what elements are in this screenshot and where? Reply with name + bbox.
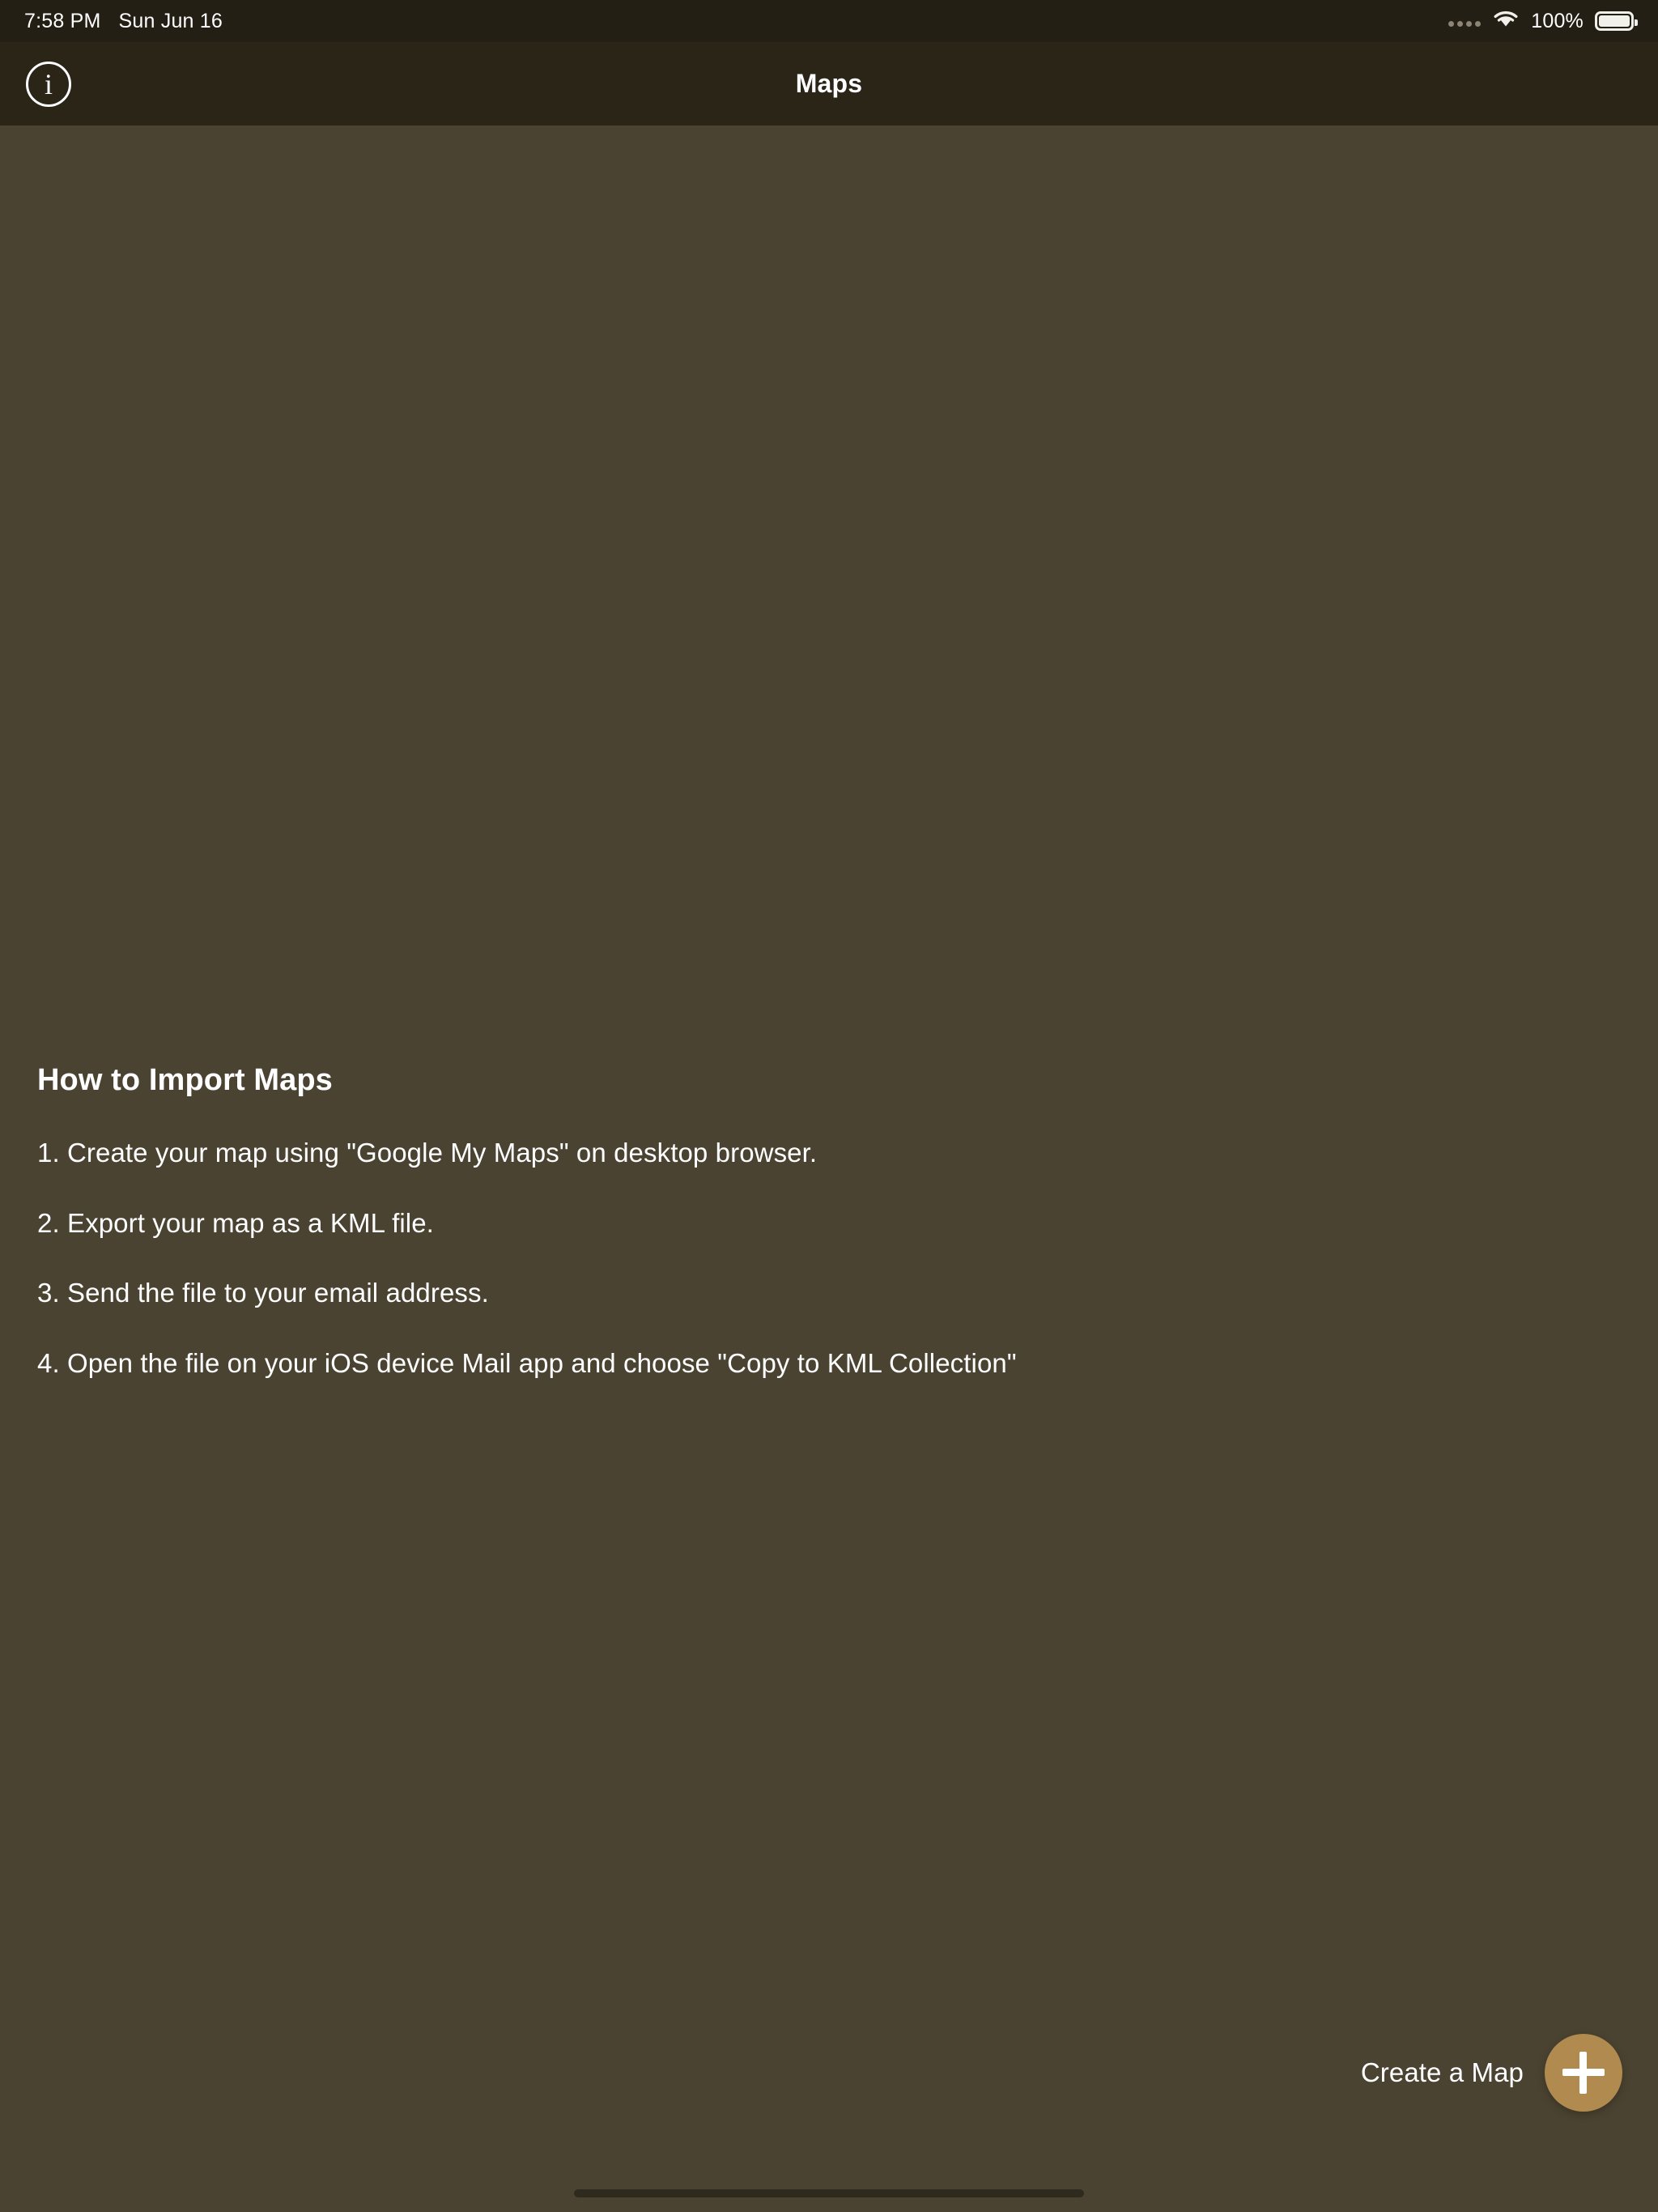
navigation-bar (0, 42, 1658, 125)
create-map-label: Create a Map (1360, 2057, 1524, 2087)
create-map-action[interactable] (1361, 2034, 1622, 2112)
import-step: 3. Send the file to your email address. (37, 1278, 489, 1308)
status-time: 7:58 PM (24, 9, 101, 32)
info-icon-label: i (44, 67, 53, 100)
plus-icon (1545, 2034, 1622, 2112)
import-step: 1. Create your map using "Google My Maps" on desktop browser. (37, 1138, 818, 1168)
status-bar-right (1448, 8, 1634, 35)
battery-icon (1595, 11, 1634, 31)
create-map-button[interactable] (1545, 2034, 1622, 2112)
home-indicator (574, 2189, 1084, 2197)
main-content (0, 125, 1658, 2212)
import-step: 4. Open the file on your iOS device Mail app and choose "Copy to KML Collection" (37, 1347, 1017, 1378)
signal-dots-icon (1448, 15, 1481, 27)
status-bar (0, 0, 1658, 42)
import-instructions (37, 1063, 1621, 1379)
wifi-icon (1492, 8, 1520, 35)
info-icon[interactable] (26, 62, 71, 107)
battery-percent: 100% (1531, 9, 1584, 32)
status-bar-left (24, 10, 223, 33)
import-step: 2. Export your map as a KML file. (37, 1207, 434, 1238)
import-instructions-title: How to Import Maps (37, 1063, 333, 1097)
page-title: Maps (795, 69, 863, 98)
status-date: Sun Jun 16 (118, 9, 223, 32)
